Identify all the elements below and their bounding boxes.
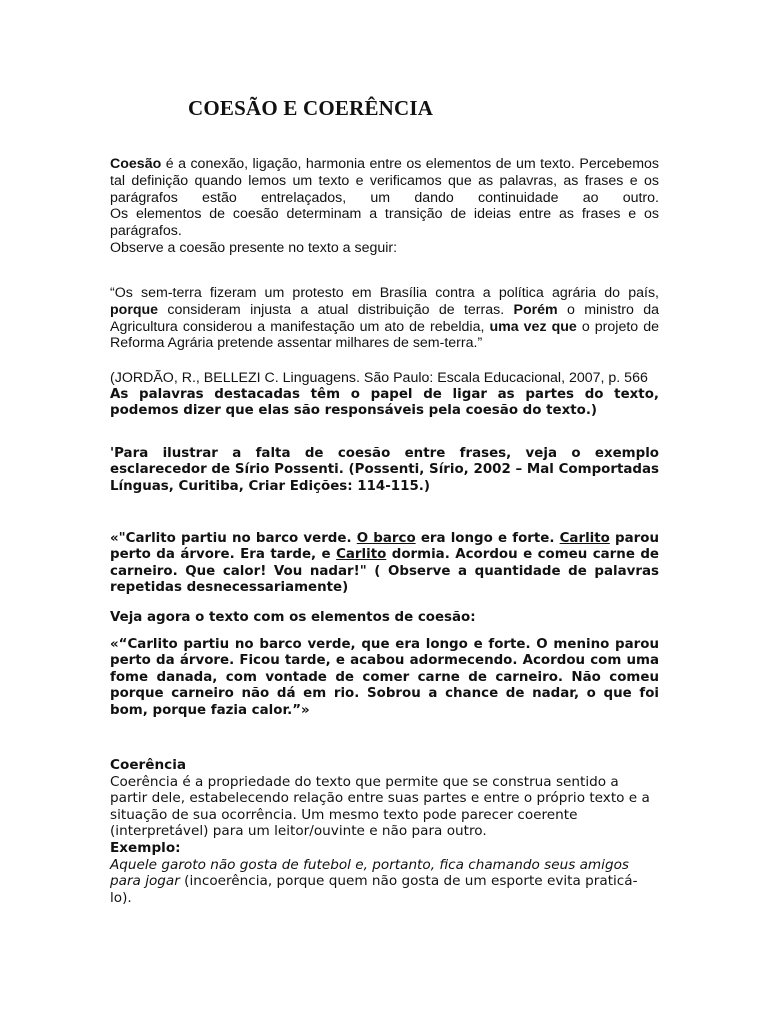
example-2: «“Carlito partiu no barco verde, que era longo e forte. O menino parou perto da árvore. Ficou tarde, e acabou adormecendo. Acordou com uma fome danada, com vontade de comer carne de carneiro. Não comeu porque carneiro não dá em rio. Sobrou a chance de nadar, o que foi bom, porque fazia calor.”»: [110, 637, 659, 718]
underlined-carlito-1: Carlito: [559, 531, 610, 546]
connective-porem: Porém: [513, 301, 558, 318]
coesao-line-3: Observe a coesão presente no texto a seguir:: [110, 239, 398, 256]
example-rest: (incoerência, porque quem não gosta de um esporte evita praticá-lo).: [110, 873, 638, 906]
coesao-definition: [110, 156, 659, 206]
connective-uma-vez-que: uma vez que: [489, 318, 577, 335]
underlined-o-barco: O barco: [356, 531, 416, 546]
quote-1-part-3: o ministro da Agricultura considerou a manifestação um ato de rebeldia,: [110, 301, 659, 335]
example-1-part-c: parou perto da árvore. Era tarde, e: [110, 531, 659, 563]
coesao-term: Coesão: [110, 156, 162, 172]
connective-porque: porque: [110, 301, 159, 318]
example-1: [110, 531, 659, 597]
citation-block: [110, 370, 659, 420]
example-1-part-b: era longo e forte.: [415, 531, 560, 546]
page-title: COESÃO E COERÊNCIA: [188, 96, 434, 120]
example-italic: Aquele garoto não gosta de futebol e, portanto, fica chamando seus amigos para jogar: [110, 856, 629, 890]
coerencia-heading: Coerência: [110, 757, 187, 773]
intro-2: Veja agora o texto com os elementos de coesão:: [110, 610, 476, 625]
quote-1-part-4: o projeto de Reforma Agrária pretende assentar milhares de sem-terra.”: [110, 318, 659, 352]
coerencia-section: [110, 757, 659, 906]
quote-1-part-2: consideram injusta a atual distribuição de terras.: [158, 301, 514, 318]
note-2: 'Para ilustrar a falta de coesão entre frases, veja o exemplo esclarecedor de Sírio Possenti. (Possenti, Sírio, 2002 – Mal Comportadas Línguas, Curitiba, Criar Edições: 114-115.): [110, 446, 659, 494]
coesao-line-2: Os elementos de coesão determinam a transição de ideias entre as frases e os parágrafos.: [110, 206, 659, 240]
coesao-section: [110, 156, 659, 257]
quote-1-part-1: “Os sem-terra fizeram um protesto em Brasília contra a política agrária do país,: [110, 285, 659, 301]
example-1-part-d: dormia. Acordou e comeu carne de carneiro. Que calor! Vou nadar!" ( Observe a quantidade de palavras repetidas desnecessariamente): [110, 547, 659, 596]
underlined-carlito-2: Carlito: [336, 547, 387, 563]
coerencia-body: Coerência é a propriedade do texto que permite que se construa sentido a partir dele, estabelecendo relação entre suas partes e entre o próprio texto e a situação de sua ocorrência. Um mesmo texto pode parecer coerente (interpretável) para um leitor/ouvinte e não para outro.: [110, 773, 650, 840]
citation: (JORDÃO, R., BELLEZI C. Linguagens. São Paulo: Escala Educacional, 2007, p. 566: [110, 370, 648, 386]
example-1-part-a: «"Carlito partiu no barco verde.: [110, 531, 357, 546]
note-1: As palavras destacadas têm o papel de ligar as partes do texto, podemos dizer que elas são responsáveis pela coesão do texto.): [110, 386, 659, 419]
coerencia-example: [110, 857, 659, 907]
example-label: Exemplo:: [110, 839, 181, 856]
coesao-def-text: é a conexão, ligação, harmonia entre os elementos de um texto. Percebemos tal definição quando lemos um texto e verificamos que as palavras, as frases e os parágrafos estão entrelaçados, um dando continuidade ao outro.: [110, 156, 659, 206]
quote-1: [110, 285, 659, 352]
